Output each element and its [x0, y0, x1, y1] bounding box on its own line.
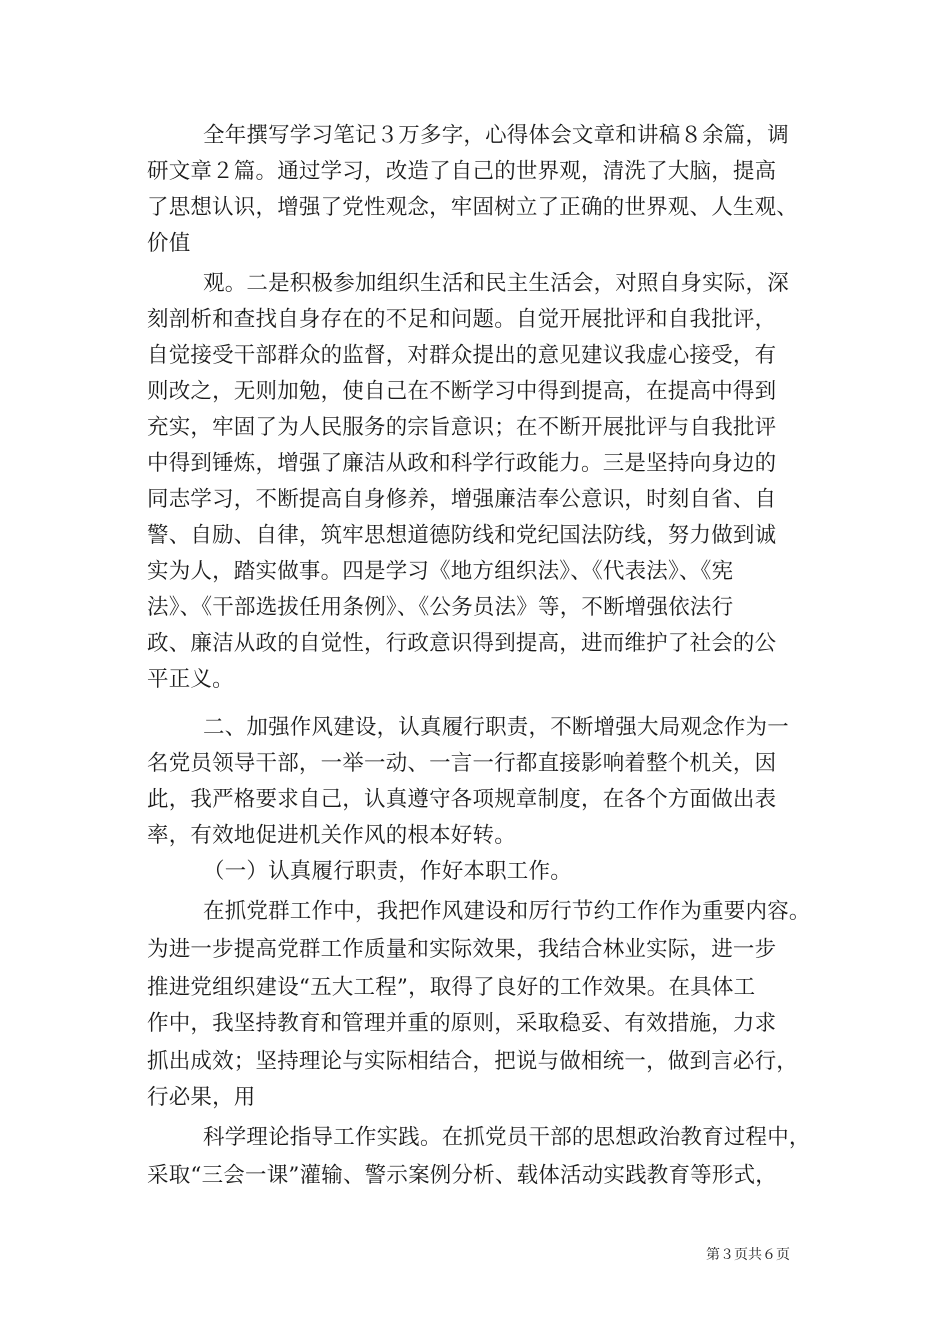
text-line: 此，我严格要求自己，认真遵守各项规章制度，在各个方面做出表: [147, 787, 777, 812]
text-line: 研文章２篇。通过学习，改造了自己的世界观，清洗了大脑，提高: [147, 159, 777, 184]
section-heading-line: 二、加强作风建设，认真履行职责，不断增强大局观念作为一: [203, 715, 789, 740]
text-line: 观。二是积极参加组织生活和民主生活会，对照自身实际，深: [203, 271, 789, 296]
text-line: 同志学习，不断提高自身修养，增强廉洁奉公意识，时刻自省、自: [147, 487, 777, 512]
text-line: 行必果，用: [147, 1085, 256, 1110]
text-line: 实为人，踏实做事。四是学习《地方组织法》、《代表法》、《宪: [147, 559, 734, 584]
text-line: 自觉接受干部群众的监督，对群众提出的意见建议我虚心接受，有: [147, 343, 777, 368]
page-number-footer: 第３页共６页: [706, 1247, 790, 1263]
text-line: 科学理论指导工作实践。在抓党员干部的思想政治教育过程中，: [203, 1125, 811, 1150]
text-line: 价值: [147, 231, 191, 256]
text-line: 则改之，无则加勉，使自己在不断学习中得到提高，在提高中得到: [147, 379, 777, 404]
text-line: 警、自励、自律，筑牢思想道德防线和党纪国法防线，努力做到诚: [147, 523, 777, 548]
text-line: 刻剖析和查找自身存在的不足和问题。自觉开展批评和自我批评，: [147, 307, 777, 332]
text-line: 充实，牢固了为人民服务的宗旨意识；在不断开展批评与自我批评: [147, 415, 777, 440]
text-line: 平正义。: [147, 667, 234, 692]
text-line: 中得到锤炼，增强了廉洁从政和科学行政能力。三是坚持向身边的: [147, 451, 777, 476]
text-line: 率，有效地促进机关作风的根本好转。: [147, 823, 516, 848]
text-line: 全年撰写学习笔记３万多字，心得体会文章和讲稿８余篇，调: [203, 123, 789, 148]
text-line: 采取“三会一课”灌输、警示案例分析、载体活动实践教育等形式，: [147, 1163, 777, 1188]
text-line: 在抓党群工作中，我把作风建设和厉行节约工作作为重要内容。: [203, 899, 811, 924]
text-line: 抓出成效；坚持理论与实际相结合，把说与做相统一，做到言必行，: [147, 1049, 799, 1074]
text-line: 政、廉洁从政的自觉性，行政意识得到提高，进而维护了社会的公: [147, 631, 777, 656]
text-line: 作中，我坚持教育和管理并重的原则，采取稳妥、有效措施，力求: [147, 1011, 777, 1036]
text-line: 名党员领导干部，一举一动、一言一行都直接影响着整个机关，因: [147, 751, 777, 776]
text-line: 法》、《干部选拔任用条例》、《公务员法》等，不断增强依法行: [147, 595, 734, 620]
text-line: 了思想认识，增强了党性观念，牢固树立了正确的世界观、人生观、: [147, 195, 799, 220]
text-line: 为进一步提高党群工作质量和实际效果，我结合林业实际，进一步: [147, 937, 777, 962]
subsection-heading: （一）认真履行职责，作好本职工作。: [203, 859, 572, 884]
text-line: 推进党组织建设“五大工程”，取得了良好的工作效果。在具体工: [147, 975, 756, 1000]
